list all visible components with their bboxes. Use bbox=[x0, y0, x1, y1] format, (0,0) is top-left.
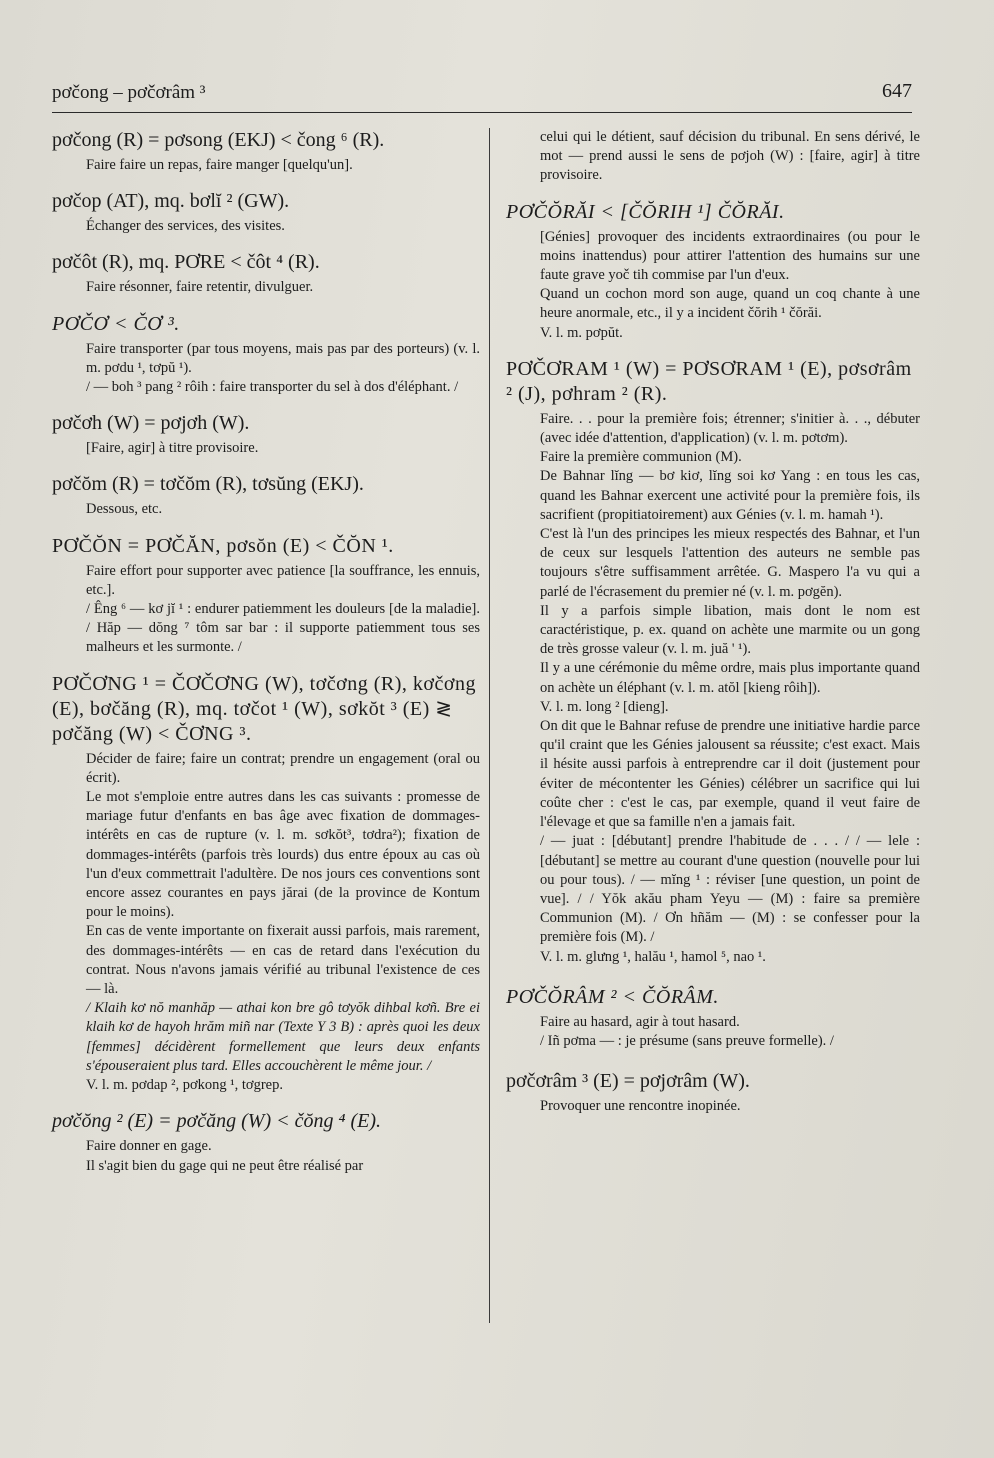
left-column bbox=[52, 128, 480, 1188]
definition bbox=[540, 1097, 920, 1116]
entry-pocoram-2 bbox=[506, 985, 920, 1051]
headword: PƠČŎN = PƠČĂN, pơsŏn (E) < ČŎN ¹. bbox=[52, 534, 394, 557]
definition-line: / — juat : [débutant] prendre l'habitude de . . . / / — lele : [débutant] se mettre au courant d'une question (nouvelle pour lui ou pour tous). / — mĭng ¹ : réviser [une question, un point de vue]. / / Yŏk akău pham Yeyu — (M) : faire sa première Communion (M). / Ơn hñăm — (M) : se confesser pour la première fois (M). / bbox=[540, 833, 920, 946]
entry-pocop bbox=[52, 189, 480, 236]
definition-line: Dessous, etc. bbox=[86, 501, 163, 518]
definition-line: Il y a parfois simple libation, mais dont le nom est caractéristique, p. ex. quand on achète une marmite ou un gong de très grosse valeur (v. l. m. juă ' ¹). bbox=[540, 602, 920, 658]
entry-pocong bbox=[52, 128, 480, 175]
running-head-range: pơčong – pơčơrâm ³ bbox=[52, 82, 206, 103]
definition-line: On dit que le Bahnar refuse de prendre une initiative hardie parce qu'il craint que les Génies jalousent sa réussite; c'est exact. Mais il hésite aussi parfois à entreprendre car il doit (justement pour éviter de mécontenter les Génies) célébrer un sacrifice qui lui coûte cher : c'est le cas, par exemple, quand il veut faire de l'élevage et que sa famille n'en a jamais fait. bbox=[540, 718, 920, 831]
entry-pocong-1 bbox=[52, 672, 480, 1096]
definition-line: / Klaih kơ nŏ manhăp — athai kon bre gô tơyŏk dihbal kơñ. Bre ei klaih kơ de hayoh hrăm miñ nar (Texte Y 3 B) : après quoi les deux [femmes] décidèrent formellement que leurs deux enfants s'épouseraient plus tard. Elles accouchèrent le même jour. / bbox=[86, 1000, 480, 1074]
definition-line: [Faire, agir] à titre provisoire. bbox=[86, 440, 259, 457]
definition-line: celui qui le détient, sauf décision du tribunal. En sens dérivé, le mot — prend aussi le sens de pơjoh (W) : [faire, agir] à titre provisoire. bbox=[540, 129, 920, 184]
definition bbox=[86, 750, 480, 1096]
definition bbox=[86, 340, 480, 398]
definition bbox=[540, 1013, 920, 1051]
headword: PƠČŎRÂM ² < ČŎRÂM. bbox=[506, 985, 719, 1008]
headword: PƠČƠ < ČƠ ³. bbox=[52, 312, 180, 335]
definition-line: Faire donner en gage. bbox=[86, 1138, 212, 1155]
definition-line: Faire effort pour supporter avec patience [la souffrance, les ennuis, etc.]. bbox=[86, 562, 480, 598]
definition bbox=[86, 500, 480, 519]
definition-line: Faire au hasard, agir à tout hasard. bbox=[540, 1013, 740, 1030]
definition bbox=[540, 410, 920, 967]
entry-pocom bbox=[52, 472, 480, 519]
entry-pocoram-1 bbox=[506, 357, 920, 967]
definition-line: V. l. m. glưng ¹, halău ¹, hamol ⁵, nao ¹. bbox=[540, 948, 766, 965]
definition bbox=[86, 278, 480, 297]
definition-line: C'est là l'un des principes les mieux respectés des Bahnar, et l'un de ceux sur lesquels l'attention des auteurs ne semble pas toujours s'être suffisamment arrêtée. G. Maspero l'a vu qui a parlé de l'écrasement du premier né (v. l. m. pơgĕn). bbox=[540, 526, 920, 600]
running-head bbox=[52, 80, 912, 113]
headword: pơčop (AT), mq. bơlĭ ² (GW). bbox=[52, 190, 290, 213]
definition-line: Faire. . . pour la première fois; étrenner; s'initier à. . ., débuter (avec idée d'attention, d'application) (v. l. m. pơtơm). bbox=[540, 410, 920, 447]
column-rule bbox=[489, 128, 490, 1323]
entry-pocoram-3 bbox=[506, 1069, 920, 1116]
headword: PƠČŎRĂI < [ČŎRIH ¹] ČŎRĂI. bbox=[506, 200, 785, 223]
definition bbox=[86, 217, 480, 236]
definition-line: Faire faire un repas, faire manger [quelqu'un]. bbox=[86, 157, 353, 173]
definition-line: / Êng ⁶ — kơ jĭ ¹ : endurer patiemment les douleurs [de la maladie]. / Hăp — dŏng ⁷ tôm sar bar : il supporte patiemment tous ses malheurs et les surmonte. / bbox=[86, 601, 480, 656]
headword: pơčŏm (R) = tơčŏm (R), tơsŭng (EKJ). bbox=[52, 473, 364, 496]
definition bbox=[540, 228, 920, 343]
entry-poco bbox=[52, 312, 480, 398]
definition-line: Il y a une cérémonie du même ordre, mais plus importante quand on achète un éléphant (v. l. m. atŏl [kieng rôih]). bbox=[540, 660, 920, 696]
definition-line: V. l. m. pơpŭt. bbox=[540, 324, 623, 341]
headword: pơčŏng ² (E) = pơčăng (W) < čŏng ⁴ (E). bbox=[52, 1110, 381, 1133]
definition-line: Échanger des services, des visites. bbox=[86, 218, 285, 235]
definition-line: Quand un cochon mord son auge, quand un coq chante à une heure anormale, etc., il y a incident čŏrih ¹ čŏrăi. bbox=[540, 286, 920, 322]
entry-pocon bbox=[52, 534, 480, 658]
definition-line: Faire transporter (par tous moyens, mais pas par des porteurs) (v. l. m. pơdu ¹, tơpŭ ¹). bbox=[86, 340, 480, 376]
entry-pocong-2 bbox=[52, 1109, 480, 1175]
definition-line: V. l. m. long ² [dieng]. bbox=[540, 698, 669, 715]
definition-line: Décider de faire; faire un contrat; prendre un engagement (oral ou écrit). bbox=[86, 750, 480, 786]
definition-line: En cas de vente importante on fixerait aussi parfois, mais rarement, des dommages-intérêts — en cas de retard dans l'exécution du contrat. Nous n'avons jamais vérifié au tribunal l'existence de ces — là. bbox=[86, 923, 480, 998]
entry-pocot bbox=[52, 250, 480, 297]
definition-line: Il s'agit bien du gage qui ne peut être réalisé par bbox=[86, 1157, 364, 1174]
headword: pơčơrâm ³ (E) = pơjơrâm (W). bbox=[506, 1070, 750, 1093]
entry-pocorai bbox=[506, 200, 920, 343]
headword: PƠČƠRAM ¹ (W) = PƠSƠRAM ¹ (E), pơsơrâm ² (J), pơhram ² (R). bbox=[506, 357, 912, 405]
definition bbox=[86, 439, 480, 458]
definition-line: Faire résonner, faire retentir, divulguer. bbox=[86, 279, 314, 296]
definition-line: Provoquer une rencontre inopinée. bbox=[540, 1098, 741, 1115]
definition-line: Faire la première communion (M). bbox=[540, 449, 742, 466]
right-column bbox=[506, 128, 920, 1128]
page-number: 647 bbox=[882, 80, 912, 102]
definition bbox=[86, 156, 480, 175]
headword: pơčôt (R), mq. PƠRE < čôt ⁴ (R). bbox=[52, 251, 320, 274]
entry-pocoh bbox=[52, 411, 480, 458]
headword: pơčong (R) = pơsong (EKJ) < čong ⁶ (R). bbox=[52, 129, 385, 151]
definition-line: De Bahnar lĭng — bơ kiơ, lĭng soi kơ Yang : en tous les cas, quand les Bahnar exercent une activité pour la première fois, ils sacrifient (propitiatoirement) aux Génies (v. l. m. hamah ¹). bbox=[540, 468, 920, 523]
definition bbox=[86, 1137, 480, 1175]
definition-line: Le mot s'emploie entre autres dans les cas suivants : promesse de mariage futur d'enfants en bas âge avec fixation de dommages-intérêts en cas de rupture (v. l. m. sơkŏt³, tơdra²); fixation de dommages-intérêts (parfois très lourds) dus entre époux au cas où l'un d'eux commettrait l'adultère. De nos jours ces conventions sont encore assez courantes en pays jărai (de la province de Kontum pour le moins). bbox=[86, 789, 480, 921]
definition-line: V. l. m. pơdap ², pơkong ¹, tơgrep. bbox=[86, 1077, 283, 1094]
definition-line: / Iñ pơma — : je présume (sans preuve formelle). / bbox=[540, 1032, 834, 1049]
headword: pơčơh (W) = pơjơh (W). bbox=[52, 412, 250, 435]
definition bbox=[86, 562, 480, 658]
definition-line: / — boh ³ pang ² rôih : faire transporter du sel à dos d'éléphant. / bbox=[86, 379, 459, 396]
definition-line: [Génies] provoquer des incidents extraordinaires (ou pour le moins inattendus) pour attirer l'attention des humains sur une faute grave yoč tih commise par l'un d'eux. bbox=[540, 228, 920, 284]
headword: PƠČƠNG ¹ = ČƠČƠNG (W), tơčơng (R), kơčơng (E), bơčăng (R), mq. tơčot ¹ (W), sơkŏt ³ (E) ≷ pơčăng (W) < ČƠNG ³. bbox=[52, 672, 476, 745]
continued-text bbox=[540, 128, 920, 186]
